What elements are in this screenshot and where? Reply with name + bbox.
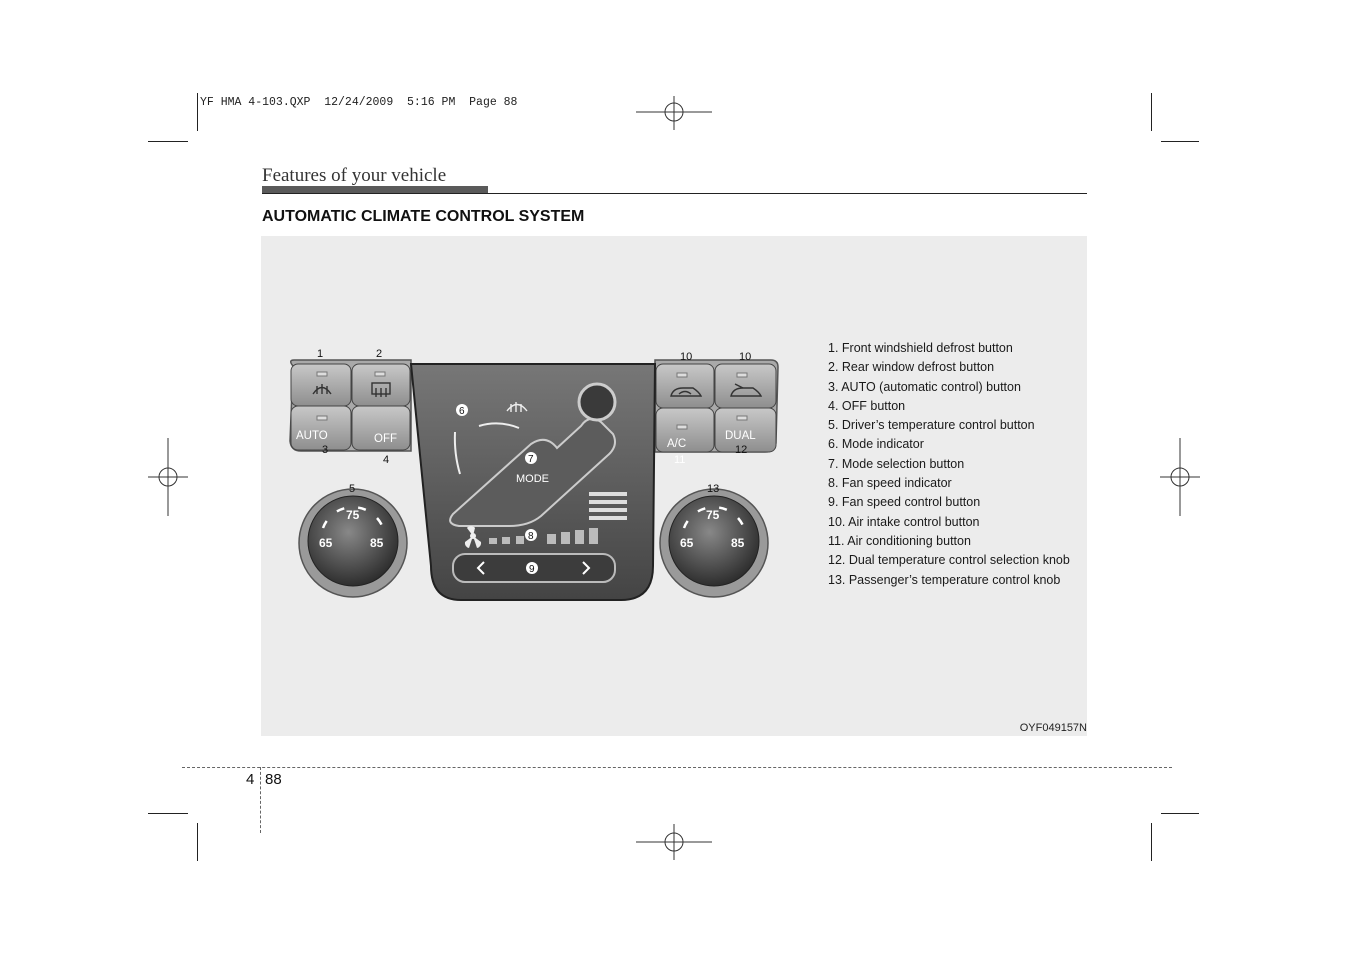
callout-8: 8 bbox=[528, 531, 534, 542]
callout-9: 9 bbox=[529, 564, 535, 575]
callout-13: 13 bbox=[707, 483, 720, 495]
callout-2: 2 bbox=[376, 348, 383, 360]
mode-button-label: MODE bbox=[516, 473, 549, 485]
rear-defrost-button[interactable] bbox=[352, 364, 410, 406]
driver-knob-high-label: 85 bbox=[370, 536, 384, 550]
recirculation-button[interactable] bbox=[656, 364, 714, 408]
component-legend bbox=[828, 339, 1070, 590]
legend-item: 11. Air conditioning button bbox=[828, 533, 971, 548]
legend-item: 6. Mode indicator bbox=[828, 437, 924, 452]
legend-item: 13. Passenger’s temperature control knob bbox=[828, 572, 1061, 587]
callout-11: 11 bbox=[674, 454, 686, 466]
header-rule bbox=[262, 193, 1087, 194]
footer-divider bbox=[260, 767, 261, 833]
legend-item: 4. OFF button bbox=[828, 398, 906, 413]
chapter-number: 4 bbox=[246, 771, 255, 788]
ac-button-label: A/C bbox=[667, 438, 687, 450]
auto-button-label: AUTO bbox=[296, 430, 328, 442]
callout-10b: 10 bbox=[739, 351, 752, 363]
legend-item: 2. Rear window defrost button bbox=[828, 360, 995, 375]
passenger-knob-low-label: 65 bbox=[680, 536, 694, 550]
callout-4: 4 bbox=[383, 454, 390, 466]
climate-control-figure bbox=[261, 236, 1087, 736]
legend-item: 7. Mode selection button bbox=[828, 456, 965, 471]
front-defrost-button[interactable] bbox=[291, 364, 351, 406]
legend-item: 3. AUTO (automatic control) button bbox=[828, 379, 1021, 394]
callout-7: 7 bbox=[528, 454, 534, 465]
legend-item: 8. Fan speed indicator bbox=[828, 476, 952, 491]
header-bar bbox=[262, 186, 488, 193]
print-slug: YF HMA 4-103.QXP 12/24/2009 5:16 PM Page 88 bbox=[200, 96, 518, 109]
figure-code: OYF049157N bbox=[1019, 722, 1087, 734]
callout-12: 12 bbox=[735, 444, 748, 456]
page-heading: AUTOMATIC CLIMATE CONTROL SYSTEM bbox=[262, 208, 585, 225]
callout-6: 6 bbox=[459, 406, 465, 417]
callout-5: 5 bbox=[349, 483, 356, 495]
fresh-air-button[interactable] bbox=[715, 364, 776, 408]
driver-knob-mid-label: 75 bbox=[346, 508, 360, 522]
driver-knob-low-label: 65 bbox=[319, 536, 333, 550]
section-title: Features of your vehicle bbox=[262, 165, 447, 186]
auto-button[interactable] bbox=[291, 406, 351, 450]
legend-item: 5. Driver’s temperature control button bbox=[828, 418, 1035, 433]
legend-item: 1. Front windshield defrost button bbox=[828, 341, 1013, 355]
passenger-knob-high-label: 85 bbox=[731, 536, 745, 550]
mode-knob[interactable] bbox=[579, 384, 615, 420]
passenger-knob-mid-label: 75 bbox=[706, 508, 720, 522]
legend-item: 9. Fan speed control button bbox=[828, 495, 981, 510]
callout-10a: 10 bbox=[680, 351, 693, 363]
legend-item: 12. Dual temperature control selection knob bbox=[828, 553, 1070, 568]
callout-1: 1 bbox=[317, 348, 324, 360]
footer-rule bbox=[182, 767, 1172, 768]
legend-item: 10. Air intake control button bbox=[828, 514, 980, 529]
left-button-block bbox=[290, 360, 411, 451]
dual-button-label: DUAL bbox=[725, 430, 756, 442]
callout-3: 3 bbox=[322, 444, 329, 456]
passenger-temperature-knob[interactable] bbox=[660, 489, 768, 597]
page-number: 88 bbox=[265, 771, 282, 788]
driver-temperature-knob[interactable] bbox=[299, 489, 407, 597]
right-button-block bbox=[655, 360, 778, 452]
off-button-label: OFF bbox=[374, 433, 397, 445]
